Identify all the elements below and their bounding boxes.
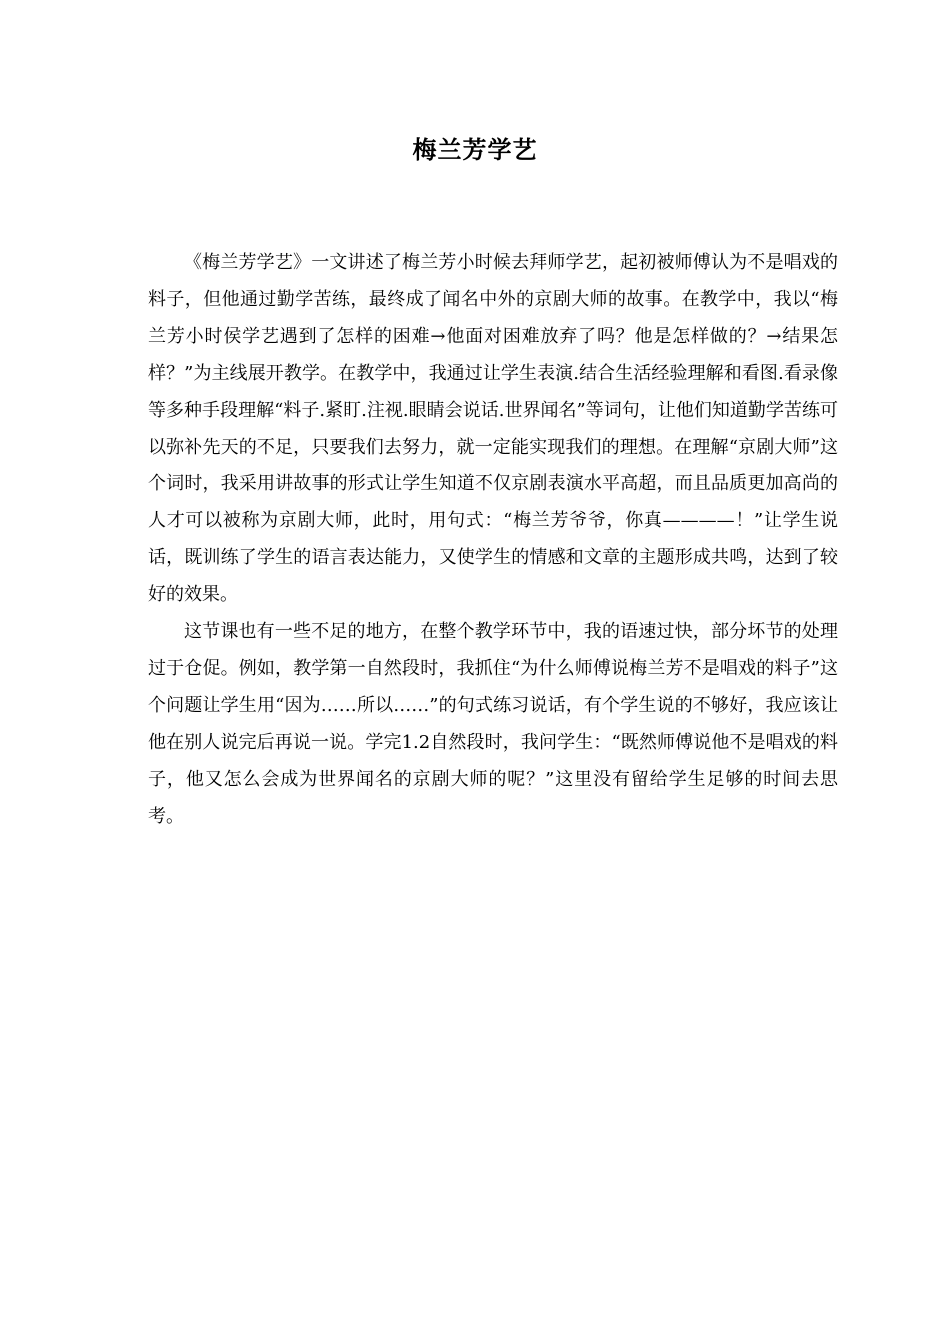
paragraph: 这节课也有一些不足的地方，在整个教学环节中，我的语速过快，部分坏节的处理过于仓促。例如，教学第一自然段时，我抓住“为什么师傅说梅兰芳不是唱戏的料子”这个问题让学生用“因为……所以……”的句式练习说话，有个学生说的不够好，我应该让他在别人说完后再说一说。学完1.2自然段时，我问学生：“既然师傅说他不是唱戏的料子，他又怎么会成为世界闻名的京剧大师的呢？”这里没有留给学生足够的时间去思考。 [148, 621, 838, 827]
document-title: 梅兰芳学艺 [412, 136, 538, 164]
paragraph: 《梅兰芳学艺》一文讲述了梅兰芳小时候去拜师学艺，起初被师傅认为不是唱戏的料子，但他通过勤学苦练，最终成了闻名中外的京剧大师的故事。在教学中，我以“梅兰芳小时侯学艺遇到了怎样的困难→他面对困难放弃了吗？他是怎样做的？→结果怎样？”为主线展开教学。在教学中，我通过让学生表演.结合生活经验理解和看图.看录像等多种手段理解“料子.紧盯.注视.眼睛会说话.世界闻名”等词句，让他们知道勤学苦练可以弥补先天的不足，只要我们去努力，就一定能实现我们的理想。在理解“京剧大师”这个词时，我采用讲故事的形式让学生知道不仅京剧表演水平高超，而且品质更加高尚的人才可以被称为京剧大师，此时，用句式：“梅兰芳爷爷，你真————！”让学生说话，既训练了学生的语言表达能力，又使学生的情感和文章的主题形成共鸣，达到了较好的效果。 [148, 252, 838, 606]
document-body [148, 245, 838, 836]
